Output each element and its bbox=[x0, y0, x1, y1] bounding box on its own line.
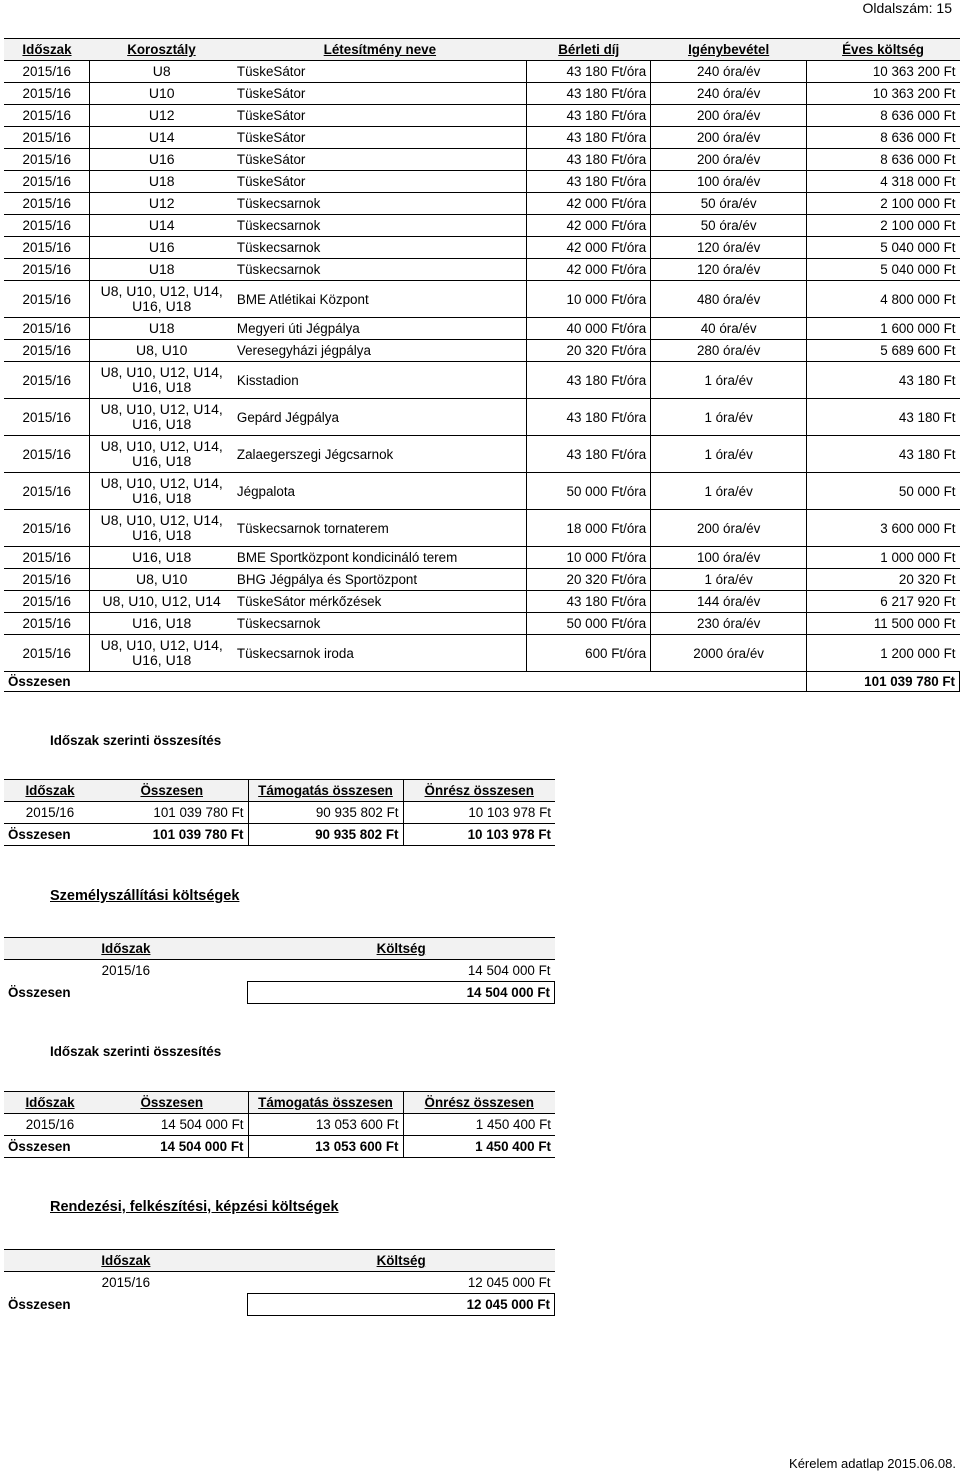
table-row bbox=[4, 436, 960, 473]
table-row bbox=[4, 1272, 555, 1294]
cell-period: 2015/16 bbox=[4, 171, 90, 193]
cell-period: 2015/16 bbox=[4, 802, 96, 824]
table-row bbox=[4, 281, 960, 318]
cell-period: 2015/16 bbox=[101, 963, 151, 979]
cell-annual-cost: 8 636 000 Ft bbox=[807, 127, 960, 149]
cell-rental-fee: 10 000 Ft/óra bbox=[527, 547, 651, 569]
cell-rental-fee: 43 180 Ft/óra bbox=[527, 61, 651, 83]
cell-period: 2015/16 bbox=[4, 259, 90, 281]
cell-facility: Zalaegerszegi Jégcsarnok bbox=[233, 436, 527, 473]
cell-facility: Tüskecsarnok bbox=[233, 259, 527, 281]
table-row bbox=[4, 259, 960, 281]
cell-facility: TüskeSátor bbox=[233, 127, 527, 149]
cell-age-group: U16, U18 bbox=[90, 613, 233, 635]
table-row bbox=[4, 960, 555, 982]
cell-annual-cost: 10 363 200 Ft bbox=[807, 61, 960, 83]
cell-facility: Tüskecsarnok bbox=[233, 237, 527, 259]
cell-age-group: U14 bbox=[90, 127, 233, 149]
cell-period: 2015/16 bbox=[4, 591, 90, 613]
table-row bbox=[4, 193, 960, 215]
table-row bbox=[4, 591, 960, 613]
col-header-facility: Létesítmény neve bbox=[233, 39, 527, 61]
total-support: 13 053 600 Ft bbox=[248, 1136, 403, 1158]
cell-period: 2015/16 bbox=[4, 436, 90, 473]
total-support: 90 935 802 Ft bbox=[248, 824, 403, 846]
cell-annual-cost: 43 180 Ft bbox=[807, 436, 960, 473]
cell-annual-cost: 5 689 600 Ft bbox=[807, 340, 960, 362]
table-row bbox=[4, 105, 960, 127]
total-own-share: 1 450 400 Ft bbox=[403, 1136, 555, 1158]
cell-usage: 1 óra/év bbox=[651, 436, 807, 473]
cell-usage: 1 óra/év bbox=[651, 569, 807, 591]
col-header-period: Időszak bbox=[4, 39, 90, 61]
table-header-row bbox=[4, 780, 555, 802]
cell-usage: 144 óra/év bbox=[651, 591, 807, 613]
table-header-row bbox=[4, 1250, 555, 1272]
cell-usage: 280 óra/év bbox=[651, 340, 807, 362]
summary2-table bbox=[4, 1091, 555, 1158]
cell-age-group: U8, U10, U12, U14, U16, U18 bbox=[90, 510, 233, 547]
total-total: 14 504 000 Ft bbox=[96, 1136, 248, 1158]
total-label: Összesen bbox=[4, 824, 96, 846]
cell-age-group: U8 bbox=[90, 61, 233, 83]
col-header-usage: Igénybevétel bbox=[651, 39, 807, 61]
cell-rental-fee: 20 320 Ft/óra bbox=[527, 340, 651, 362]
col-header-support: Támogatás összesen bbox=[248, 780, 403, 802]
cell-period: 2015/16 bbox=[4, 510, 90, 547]
table-row bbox=[4, 569, 960, 591]
cell-usage: 200 óra/év bbox=[651, 149, 807, 171]
cell-facility: Tüskecsarnok bbox=[233, 215, 527, 237]
cell-period: 2015/16 bbox=[4, 547, 90, 569]
cell-rental-fee: 600 Ft/óra bbox=[527, 635, 651, 672]
cell-age-group: U8, U10, U12, U14 bbox=[90, 591, 233, 613]
table-row bbox=[4, 802, 555, 824]
cell-period: 2015/16 bbox=[4, 105, 90, 127]
col-header-rental-fee: Bérleti díj bbox=[527, 39, 651, 61]
cell-annual-cost: 20 320 Ft bbox=[807, 569, 960, 591]
cell-period: 2015/16 bbox=[4, 1114, 96, 1136]
col-header-period: Időszak bbox=[4, 1092, 96, 1114]
cell-facility: Tüskecsarnok bbox=[233, 193, 527, 215]
cell-cost: 12 045 000 Ft bbox=[467, 1275, 551, 1290]
cell-facility: TüskeSátor bbox=[233, 171, 527, 193]
table-header-row bbox=[4, 1092, 555, 1114]
cell-rental-fee: 50 000 Ft/óra bbox=[527, 473, 651, 510]
col-header-support: Támogatás összesen bbox=[248, 1092, 403, 1114]
cell-usage: 200 óra/év bbox=[651, 127, 807, 149]
table-row bbox=[4, 237, 960, 259]
col-header-cost: Költség bbox=[248, 938, 555, 960]
total-total: 101 039 780 Ft bbox=[96, 824, 248, 846]
cell-age-group: U12 bbox=[90, 193, 233, 215]
col-header-own-share: Önrész összesen bbox=[403, 780, 555, 802]
cell-rental-fee: 43 180 Ft/óra bbox=[527, 399, 651, 436]
cell-annual-cost: 1 600 000 Ft bbox=[807, 318, 960, 340]
table-row bbox=[4, 127, 960, 149]
table-row bbox=[4, 340, 960, 362]
cell-rental-fee: 43 180 Ft/óra bbox=[527, 105, 651, 127]
footer-note: Kérelem adatlap 2015.06.08. bbox=[789, 1456, 956, 1471]
col-header-total: Összesen bbox=[96, 780, 248, 802]
cell-annual-cost: 2 100 000 Ft bbox=[807, 215, 960, 237]
cell-usage: 120 óra/év bbox=[651, 259, 807, 281]
cell-age-group: U18 bbox=[90, 259, 233, 281]
cell-period: 2015/16 bbox=[4, 215, 90, 237]
cell-facility: Tüskecsarnok iroda bbox=[233, 635, 527, 672]
table-row bbox=[4, 215, 960, 237]
total-label: Összesen bbox=[8, 1297, 71, 1312]
cell-rental-fee: 43 180 Ft/óra bbox=[527, 362, 651, 399]
cell-annual-cost: 10 363 200 Ft bbox=[807, 83, 960, 105]
total-label: Összesen bbox=[4, 1136, 96, 1158]
col-header-period: Időszak bbox=[4, 780, 96, 802]
transport-table bbox=[4, 937, 555, 1004]
cell-usage: 1 óra/év bbox=[651, 473, 807, 510]
cell-age-group: U8, U10, U12, U14, U16, U18 bbox=[90, 635, 233, 672]
cell-age-group: U12 bbox=[90, 105, 233, 127]
cell-annual-cost: 50 000 Ft bbox=[807, 473, 960, 510]
table-header-row bbox=[4, 938, 555, 960]
col-header-period: Időszak bbox=[4, 938, 248, 960]
cell-rental-fee: 18 000 Ft/óra bbox=[527, 510, 651, 547]
cell-period: 2015/16 bbox=[4, 340, 90, 362]
cell-annual-cost: 8 636 000 Ft bbox=[807, 149, 960, 171]
total-row bbox=[4, 1136, 555, 1158]
cell-facility: Veresegyházi jégpálya bbox=[233, 340, 527, 362]
cell-usage: 240 óra/év bbox=[651, 61, 807, 83]
cell-usage: 230 óra/év bbox=[651, 613, 807, 635]
cell-age-group: U8, U10, U12, U14, U16, U18 bbox=[90, 362, 233, 399]
cell-age-group: U8, U10, U12, U14, U16, U18 bbox=[90, 399, 233, 436]
table-row bbox=[4, 399, 960, 436]
total-label: Összesen bbox=[8, 985, 71, 1000]
total-value: 101 039 780 Ft bbox=[807, 672, 960, 692]
cell-period: 2015/16 bbox=[4, 61, 90, 83]
cell-rental-fee: 20 320 Ft/óra bbox=[527, 569, 651, 591]
cell-rental-fee: 43 180 Ft/óra bbox=[527, 591, 651, 613]
cell-rental-fee: 42 000 Ft/óra bbox=[527, 193, 651, 215]
col-header-period: Időszak bbox=[4, 1250, 248, 1272]
cell-support: 90 935 802 Ft bbox=[248, 802, 403, 824]
cell-usage: 50 óra/év bbox=[651, 193, 807, 215]
cell-age-group: U8, U10 bbox=[90, 569, 233, 591]
cell-facility: TüskeSátor bbox=[233, 83, 527, 105]
cell-usage: 120 óra/év bbox=[651, 237, 807, 259]
cell-age-group: U14 bbox=[90, 215, 233, 237]
cell-annual-cost: 8 636 000 Ft bbox=[807, 105, 960, 127]
events-table bbox=[4, 1249, 555, 1316]
events-heading: Rendezési, felkészítési, képzési költségek bbox=[50, 1199, 339, 1215]
summary2-heading: Időszak szerinti összesítés bbox=[50, 1044, 222, 1059]
cell-facility: Tüskecsarnok tornaterem bbox=[233, 510, 527, 547]
cell-usage: 50 óra/év bbox=[651, 215, 807, 237]
summary1-table bbox=[4, 779, 555, 846]
cell-rental-fee: 43 180 Ft/óra bbox=[527, 127, 651, 149]
cell-annual-cost: 5 040 000 Ft bbox=[807, 259, 960, 281]
cell-annual-cost: 6 217 920 Ft bbox=[807, 591, 960, 613]
table-row bbox=[4, 61, 960, 83]
col-header-cost: Költség bbox=[248, 1250, 555, 1272]
cell-usage: 100 óra/év bbox=[651, 171, 807, 193]
cell-rental-fee: 43 180 Ft/óra bbox=[527, 436, 651, 473]
main-total-row bbox=[4, 672, 960, 692]
cell-rental-fee: 43 180 Ft/óra bbox=[527, 149, 651, 171]
table-header-row bbox=[4, 39, 960, 61]
cell-period: 2015/16 bbox=[4, 127, 90, 149]
cell-own-share: 1 450 400 Ft bbox=[403, 1114, 555, 1136]
cell-annual-cost: 2 100 000 Ft bbox=[807, 193, 960, 215]
cell-period: 2015/16 bbox=[4, 237, 90, 259]
total-row bbox=[4, 982, 555, 1004]
cell-usage: 240 óra/év bbox=[651, 83, 807, 105]
cell-usage: 200 óra/év bbox=[651, 510, 807, 547]
cell-rental-fee: 40 000 Ft/óra bbox=[527, 318, 651, 340]
cell-rental-fee: 42 000 Ft/óra bbox=[527, 237, 651, 259]
page-number: Oldalszám: 15 bbox=[862, 0, 952, 16]
cell-rental-fee: 42 000 Ft/óra bbox=[527, 215, 651, 237]
total-cost: 12 045 000 Ft bbox=[248, 1294, 555, 1316]
cell-facility: TüskeSátor bbox=[233, 149, 527, 171]
cell-facility: BME Atlétikai Központ bbox=[233, 281, 527, 318]
cell-facility: Tüskecsarnok bbox=[233, 613, 527, 635]
cell-annual-cost: 4 318 000 Ft bbox=[807, 171, 960, 193]
table-row bbox=[4, 547, 960, 569]
col-header-own-share: Önrész összesen bbox=[403, 1092, 555, 1114]
cell-usage: 2000 óra/év bbox=[651, 635, 807, 672]
cell-facility: TüskeSátor bbox=[233, 61, 527, 83]
cell-rental-fee: 43 180 Ft/óra bbox=[527, 171, 651, 193]
col-header-age-group: Korosztály bbox=[90, 39, 233, 61]
table-row bbox=[4, 635, 960, 672]
cell-support: 13 053 600 Ft bbox=[248, 1114, 403, 1136]
cell-usage: 480 óra/év bbox=[651, 281, 807, 318]
cell-usage: 1 óra/év bbox=[651, 362, 807, 399]
cell-usage: 200 óra/év bbox=[651, 105, 807, 127]
cell-age-group: U8, U10, U12, U14, U16, U18 bbox=[90, 436, 233, 473]
cell-period: 2015/16 bbox=[4, 473, 90, 510]
cell-age-group: U8, U10, U12, U14, U16, U18 bbox=[90, 473, 233, 510]
cell-age-group: U8, U10, U12, U14, U16, U18 bbox=[90, 281, 233, 318]
total-row bbox=[4, 824, 555, 846]
total-own-share: 10 103 978 Ft bbox=[403, 824, 555, 846]
cell-period: 2015/16 bbox=[4, 83, 90, 105]
cell-period: 2015/16 bbox=[4, 635, 90, 672]
cell-total: 101 039 780 Ft bbox=[96, 802, 248, 824]
transport-heading: Személyszállítási költségek bbox=[50, 888, 240, 904]
cell-facility: Kisstadion bbox=[233, 362, 527, 399]
cell-period: 2015/16 bbox=[4, 193, 90, 215]
cell-annual-cost: 4 800 000 Ft bbox=[807, 281, 960, 318]
cell-period: 2015/16 bbox=[4, 613, 90, 635]
total-label: Összesen bbox=[4, 672, 90, 692]
cell-rental-fee: 10 000 Ft/óra bbox=[527, 281, 651, 318]
cell-period: 2015/16 bbox=[4, 318, 90, 340]
cell-annual-cost: 1 200 000 Ft bbox=[807, 635, 960, 672]
cell-age-group: U10 bbox=[90, 83, 233, 105]
cell-facility: Megyeri úti Jégpálya bbox=[233, 318, 527, 340]
cell-age-group: U16 bbox=[90, 149, 233, 171]
cell-total: 14 504 000 Ft bbox=[96, 1114, 248, 1136]
table-row bbox=[4, 318, 960, 340]
cell-rental-fee: 43 180 Ft/óra bbox=[527, 83, 651, 105]
cell-period: 2015/16 bbox=[4, 149, 90, 171]
total-cost: 14 504 000 Ft bbox=[248, 982, 555, 1004]
table-row bbox=[4, 1114, 555, 1136]
cell-annual-cost: 1 000 000 Ft bbox=[807, 547, 960, 569]
col-header-total: Összesen bbox=[96, 1092, 248, 1114]
cell-annual-cost: 43 180 Ft bbox=[807, 399, 960, 436]
cell-facility: TüskeSátor mérkőzések bbox=[233, 591, 527, 613]
table-row bbox=[4, 362, 960, 399]
facility-rental-table bbox=[4, 38, 960, 692]
cell-age-group: U18 bbox=[90, 171, 233, 193]
table-row bbox=[4, 171, 960, 193]
table-row bbox=[4, 149, 960, 171]
summary1-heading: Időszak szerinti összesítés bbox=[50, 733, 222, 748]
cell-annual-cost: 5 040 000 Ft bbox=[807, 237, 960, 259]
cell-age-group: U8, U10 bbox=[90, 340, 233, 362]
cell-facility: Jégpalota bbox=[233, 473, 527, 510]
cell-annual-cost: 3 600 000 Ft bbox=[807, 510, 960, 547]
cell-period: 2015/16 bbox=[4, 399, 90, 436]
table-row bbox=[4, 83, 960, 105]
cell-rental-fee: 50 000 Ft/óra bbox=[527, 613, 651, 635]
cell-facility: BHG Jégpálya és Sportözpont bbox=[233, 569, 527, 591]
cell-usage: 100 óra/év bbox=[651, 547, 807, 569]
cell-period: 2015/16 bbox=[4, 281, 90, 318]
cell-annual-cost: 11 500 000 Ft bbox=[807, 613, 960, 635]
table-row bbox=[4, 510, 960, 547]
table-row bbox=[4, 473, 960, 510]
cell-period: 2015/16 bbox=[101, 1275, 151, 1291]
cell-usage: 1 óra/év bbox=[651, 399, 807, 436]
cell-usage: 40 óra/év bbox=[651, 318, 807, 340]
cell-period: 2015/16 bbox=[4, 569, 90, 591]
cell-age-group: U16, U18 bbox=[90, 547, 233, 569]
cell-rental-fee: 42 000 Ft/óra bbox=[527, 259, 651, 281]
cell-facility: Gepárd Jégpálya bbox=[233, 399, 527, 436]
cell-facility: TüskeSátor bbox=[233, 105, 527, 127]
col-header-annual-cost: Éves költség bbox=[807, 39, 960, 61]
cell-age-group: U18 bbox=[90, 318, 233, 340]
cell-age-group: U16 bbox=[90, 237, 233, 259]
table-row bbox=[4, 613, 960, 635]
total-row bbox=[4, 1294, 555, 1316]
cell-cost: 14 504 000 Ft bbox=[467, 963, 551, 978]
cell-own-share: 10 103 978 Ft bbox=[403, 802, 555, 824]
cell-annual-cost: 43 180 Ft bbox=[807, 362, 960, 399]
cell-period: 2015/16 bbox=[4, 362, 90, 399]
cell-facility: BME Sportközpont kondicináló terem bbox=[233, 547, 527, 569]
